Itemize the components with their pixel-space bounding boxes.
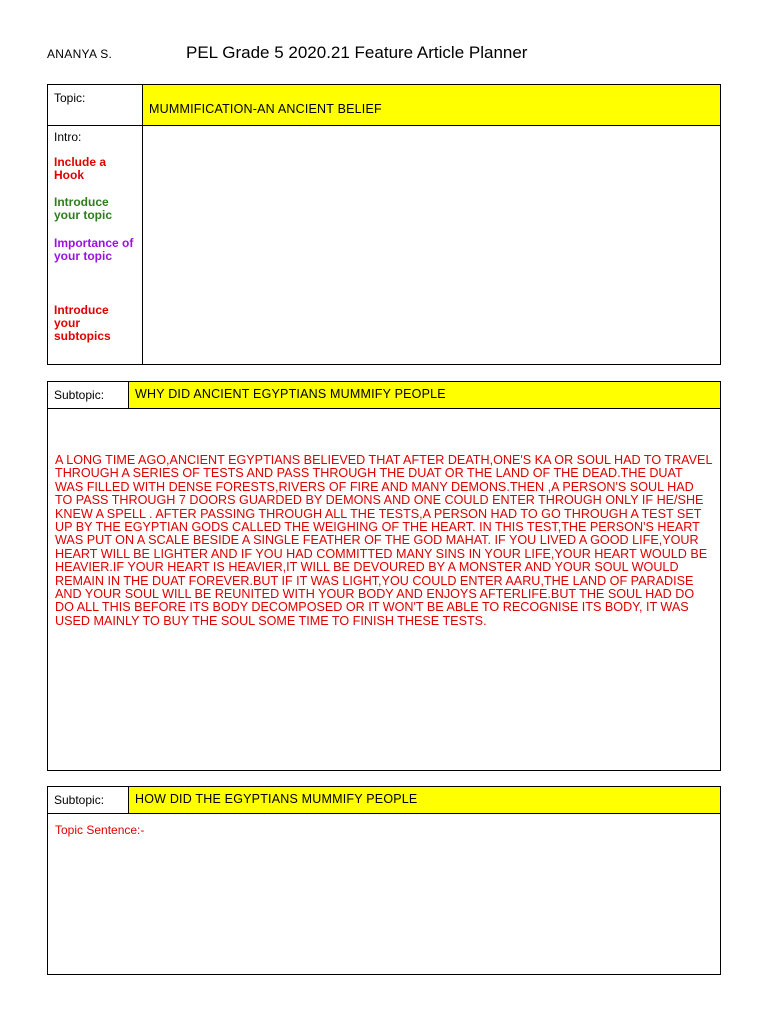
prompt-importance-topic: Importance of your topic (54, 236, 134, 263)
prompt-include-hook: Include a Hook (54, 155, 107, 182)
page-title: PEL Grade 5 2020.21 Feature Article Planner (186, 43, 528, 62)
topic-sentence-label: Topic Sentence:- (55, 823, 145, 837)
subtopic-1-box (47, 381, 721, 771)
intro-text-area[interactable] (144, 127, 718, 362)
subtopic-1-body[interactable]: A LONG TIME AGO,ANCIENT EGYPTIANS BELIEVED THAT AFTER DEATH,ONE'S KA OR SOUL HAD TO TRAVEL THROUGH A SERIES OF TESTS AND PASS THROUGH THE DUAT OR THE LAND OF THE DEAD.THE DUAT WAS FILLED WITH DENSE FORESTS,RIVERS OF FIRE AND MANY DEMONS.THEN ,A PERSON'S SOUL HAD TO PASS THROUGH 7 DOORS GUARDED BY DEMONS AND ONE COULD ENTER THROUGH ONLY IF HE/SHE KNEW A SPELL . AFTER PASSING THROUGH ALL THE TESTS,A PERSON HAD TO GO THROUGH A TEST SET UP BY THE EGYPTIAN GODS CALLED THE WEIGHING OF THE HEART. IN THIS TEST,THE PERSON'S HEART WAS PUT ON A SCALE BESIDE A SINGLE FEATHER OF THE GOD MAHAT. IF YOU LIVED A GOOD LIFE,YOUR HEART WILL BE LIGHTER AND IF YOU HAD COMMITTED MANY SINS IN YOUR LIFE,YOUR HEART WOULD BE HEAVIER.IF YOUR HEART IS HEAVIER,IT WILL BE DEVOURED BY A MONSTER AND YOUR SOUL WOULD REMAIN IN THE DUAT FOREVER.BUT IF IT WAS LIGHT,YOU COULD ENTER AARU,THE LAND OF PARADISE AND YOUR SOUL WILL BE REUNITED WITH YOUR BODY AND ENJOYS AFTERLIFE.BUT THE SOUL HAD DO DO ALL THIS BEFORE ITS BODY DECOMPOSED OR IT WON'T BE ABLE TO RECOGNISE ITS BODY, IT WAS USED MAINLY TO BUY THE SOUL SOME TIME TO FINISH THESE TESTS. (55, 453, 712, 628)
subtopic-1-divider (128, 382, 129, 408)
prompt-introduce-subtopics: Introduce your subtopics (54, 303, 111, 343)
subtopic-1-label: Subtopic: (54, 388, 105, 402)
subtopic-1-title: WHY DID ANCIENT EGYPTIANS MUMMIFY PEOPLE (135, 387, 446, 401)
intro-label: Intro: (54, 130, 82, 144)
row-divider (48, 125, 720, 126)
subtopic-2-title-cell[interactable] (129, 787, 720, 813)
topic-value-cell[interactable] (143, 85, 720, 125)
topic-value: MUMMIFICATION-AN ANCIENT BELIEF (149, 102, 382, 116)
subtopic-2-box (47, 786, 721, 975)
row-divider (48, 813, 720, 814)
subtopic-2-divider (128, 787, 129, 813)
subtopic-2-title: HOW DID THE EGYPTIANS MUMMIFY PEOPLE (135, 792, 418, 806)
topic-table (47, 84, 721, 365)
subtopic-1-title-cell[interactable] (129, 382, 720, 408)
student-name: ANANYA S. (47, 47, 113, 61)
subtopic-2-label: Subtopic: (54, 793, 105, 807)
topic-label: Topic: (54, 91, 86, 105)
prompt-introduce-topic: Introduce your topic (54, 195, 113, 222)
row-divider (48, 408, 720, 409)
column-divider (142, 85, 143, 364)
subtopic-2-body-area[interactable] (48, 815, 720, 974)
